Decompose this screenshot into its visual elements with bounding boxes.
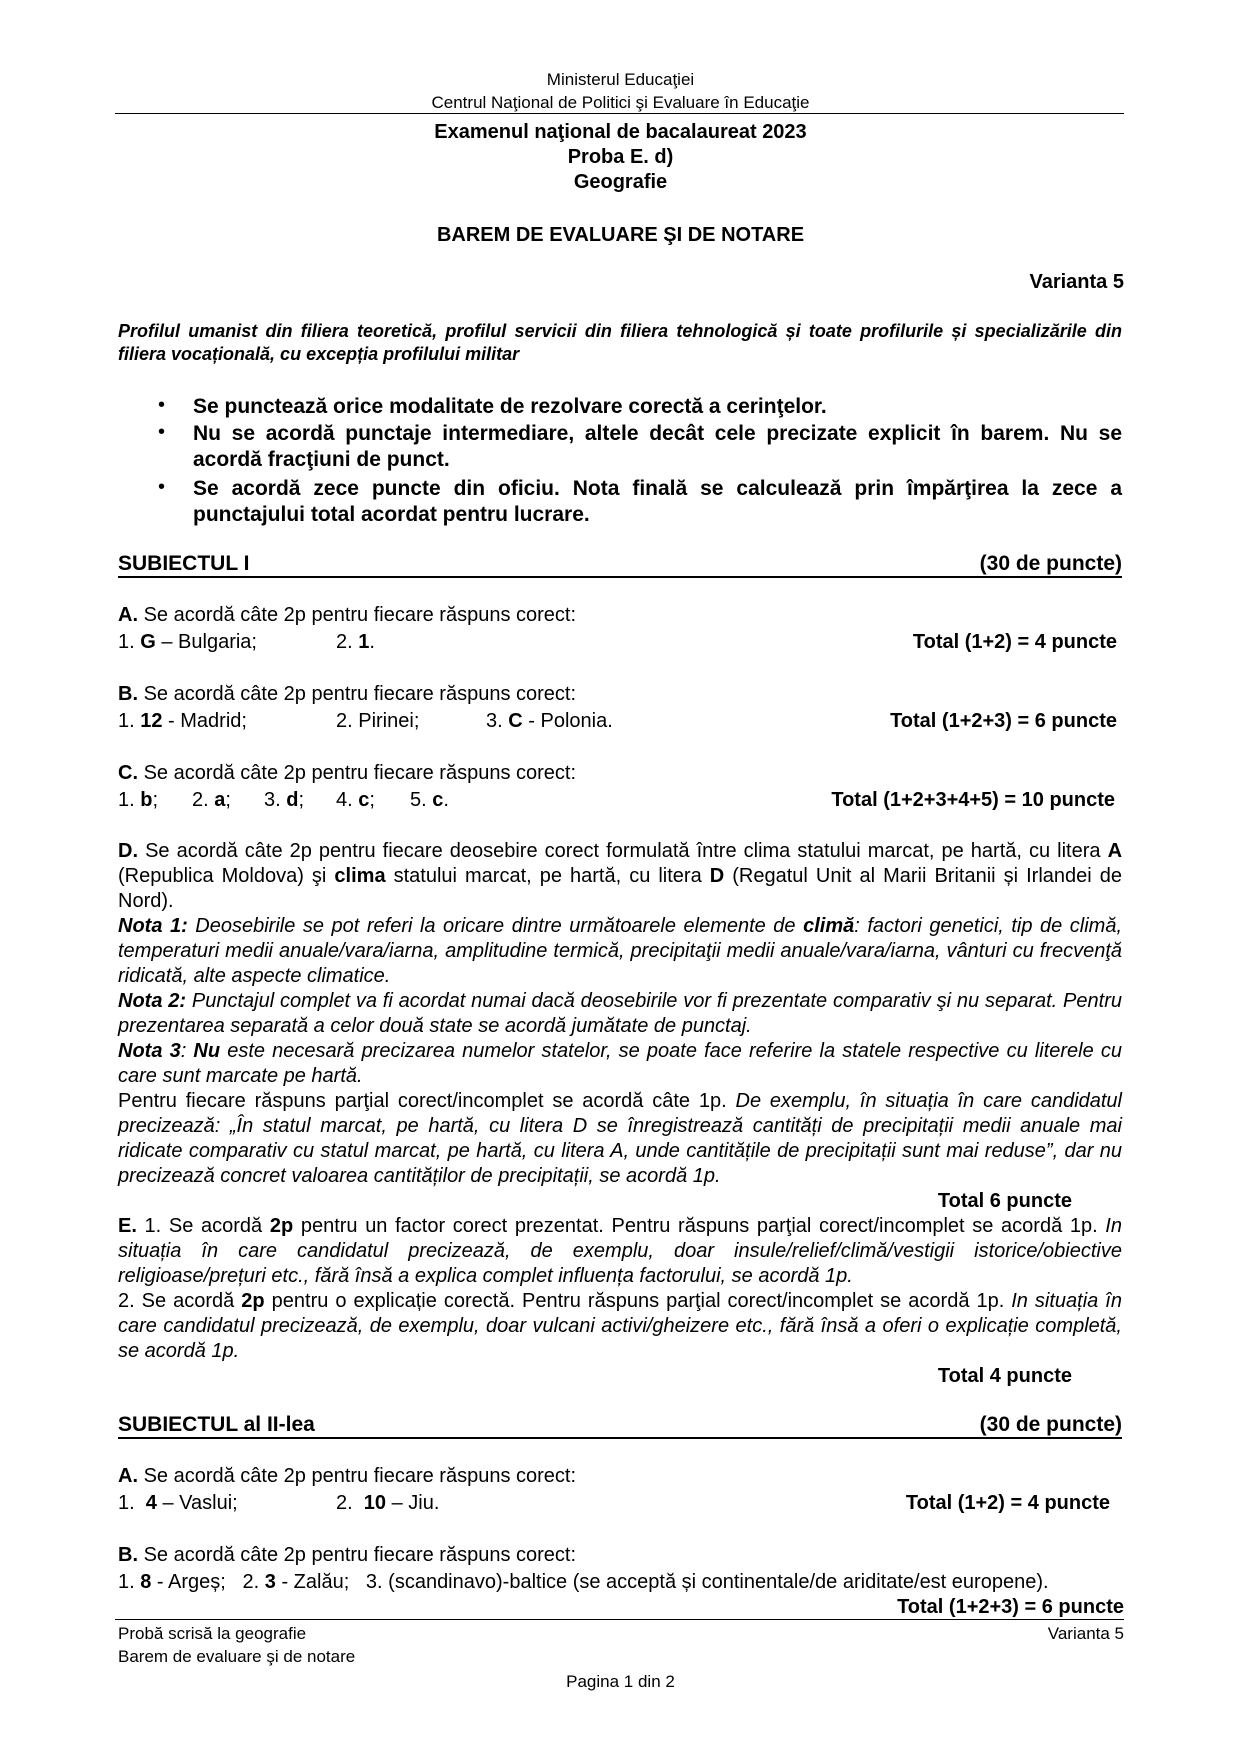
s1-a-total: Total (1+2) = 4 puncte xyxy=(912,631,1117,653)
s1-c-answers: 1. b; 2. a; 3. d; 4. c; 5. c. Total (1+2+3+4+5) = 10 puncte xyxy=(118,789,1115,811)
s1-e-point-2: 2. Se acordă 2p pentru o explicație corectă. Pentru răspuns parţial corect/incomplet se acordă 1p. In situația în care candidatul precizează, de exemplu, doar vulcani activi/gheizere etc., fără însă a oferi o explicație completă, se acordă 1p. xyxy=(118,1290,1122,1362)
subject-2-title: SUBIECTUL al II-lea xyxy=(118,1413,315,1436)
header-rule xyxy=(115,113,1124,114)
exam-proba: Proba E. d) xyxy=(567,146,674,168)
s1-d-nota-3: Nota 3: Nu este necesară precizarea numelor statelor, se poate face referire la statele respective cu literele cu care sunt marcate pe hartă. xyxy=(118,1040,1122,1087)
s1-c-intro: C. Se acordă câte 2p pentru fiecare răspuns corect: xyxy=(118,762,577,784)
s1-b-total: Total (1+2+3) = 6 puncte xyxy=(890,710,1117,732)
bullet-icon: • xyxy=(158,476,166,498)
footer-barem: Barem de evaluare şi de notare xyxy=(118,1647,356,1666)
subject-1-heading xyxy=(118,552,1122,578)
s1-a-answers: 1. G – Bulgaria; 2. 1. Total (1+2) = 4 puncte xyxy=(118,631,1117,653)
s2-b-intro: B. Se acordă câte 2p pentru fiecare răspuns corect: xyxy=(118,1544,577,1566)
s1-e-point-1: E. 1. Se acordă 2p pentru un factor corect prezentat. Pentru răspuns parţial corect/incomplet se acordă 1p. In situația în care candidatul precizează, de exemplu, doar insule/relief/climă/vestigii istorice/obiective religioase/prețuri etc., fără însă a explica complet influența factorului, se acordă 1p. xyxy=(118,1215,1122,1287)
footer-rule xyxy=(115,1619,1124,1620)
s1-d-nota-1: Nota 1: Deosebirile se pot referi la oricare dintre următoarele elemente de climă: factori genetici, tip de climă, temperaturi medii anuale/vara/iarna, amplitudine termică, precipitaţii medii anuale/vara/iarna, vânturi cu frecvenţă ridicată, alte aspecte climatice. xyxy=(118,915,1122,987)
s1-d-partial: Pentru fiecare răspuns parţial corect/incomplet se acordă câte 1p. De exemplu, în situația în care candidatul precizează: „În statul marcat, pe hartă, cu litera D se înregistrează cantități de precipitații medii anuale mai ridicate comparativ cu statul marcat, pe hartă, cu litera A, unde cantitățile de precipitații sunt mai reduse”, dar nu precizează concret valoarea cantităților de precipitații, se acordă 1p. xyxy=(118,1090,1123,1187)
barem-title: BAREM DE EVALUARE ŞI DE NOTARE xyxy=(436,224,805,246)
s1-b-intro: B. Se acordă câte 2p pentru fiecare răspuns corect: xyxy=(118,683,577,705)
s1-b-answers: 1. 12 - Madrid; 2. Pirinei; 3. C - Polonia. Total (1+2+3) = 6 puncte xyxy=(118,710,1117,732)
s1-d-statement: D. Se acordă câte 2p pentru fiecare deosebire corect formulată între clima statului marcat, pe hartă, cu litera A (Republica Moldova) şi clima statului marcat, pe hartă, cu litera D (Regatul Unit al Marii Britanii și Irlandei de Nord). xyxy=(118,840,1123,912)
footer-exam: Probă scrisă la geografie xyxy=(118,1624,307,1643)
s1-d-total: Total 6 puncte xyxy=(937,1190,1072,1212)
s2-a-intro: A. Se acordă câte 2p pentru fiecare răspuns corect: xyxy=(118,1465,577,1487)
s1-a-intro: A. Se acordă câte 2p pentru fiecare răspuns corect: xyxy=(118,604,577,626)
subject-2-heading xyxy=(118,1413,1122,1439)
subject-1-points: (30 de puncte) xyxy=(979,552,1122,575)
exam-title: Examenul naţional de bacalaureat 2023 xyxy=(434,121,807,143)
s2-a-total: Total (1+2) = 4 puncte xyxy=(905,1492,1110,1514)
exam-subject: Geografie xyxy=(573,171,668,193)
subject-1-title: SUBIECTUL I xyxy=(118,552,250,575)
bullet-icon: • xyxy=(158,421,166,443)
footer-varianta: Varianta 5 xyxy=(1047,1624,1124,1643)
bullet-icon: • xyxy=(158,394,166,416)
s2-b-total: Total (1+2+3) = 6 puncte xyxy=(897,1596,1124,1618)
profile-text: Profilul umanist din filiera teoretică, profilul servicii din filiera tehnologică și toate profilurile și specializările din filiera vocațională, cu excepția profilului militar xyxy=(118,321,1122,364)
center-name: Centrul Naţional de Politici şi Evaluare în Educaţie xyxy=(431,93,810,112)
subject-2-points: (30 de puncte) xyxy=(979,1413,1122,1436)
s1-c-total: Total (1+2+3+4+5) = 10 puncte xyxy=(831,789,1115,811)
s2-b-answers: 1. 8 - Argeș; 2. 3 - Zalău; 3. (scandinavo)-baltice (se acceptă și continentale/de ariditate/est europene). xyxy=(118,1571,1049,1593)
s1-e-total: Total 4 puncte xyxy=(937,1365,1072,1387)
page-number: Pagina 1 din 2 xyxy=(566,1672,675,1691)
s1-d-nota-2: Nota 2: Punctajul complet va fi acordat numai dacă deosebirile vor fi prezentate comparativ şi nu separat. Pentru prezentarea separată a celor două state se acordă jumătate de punctaj. xyxy=(118,990,1122,1037)
varianta: Varianta 5 xyxy=(1029,271,1124,293)
s2-a-answers: 1. 4 – Vaslui; 2. 10 – Jiu. Total (1+2) = 4 puncte xyxy=(118,1492,1110,1514)
ministry-name: Ministerul Educaţiei xyxy=(546,70,695,89)
